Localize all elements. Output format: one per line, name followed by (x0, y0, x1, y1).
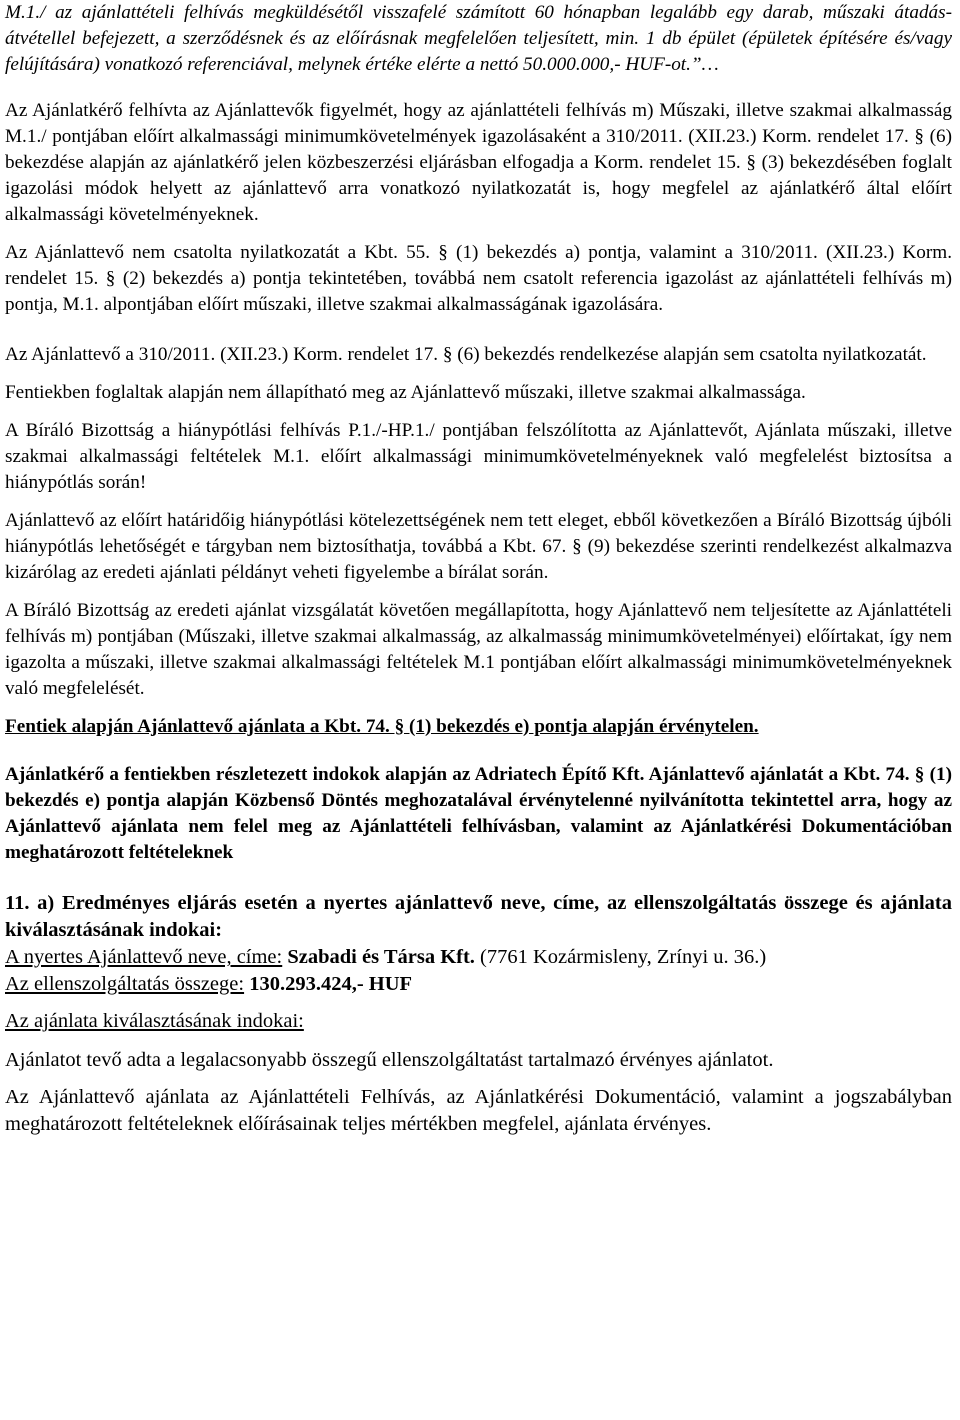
contracting-authority-decision: Ajánlatkérő a fentiekben részletezett indokok alapján az Adriatech Építő Kft. Ajánlattevő ajánlatát a Kbt. 74. § (1) bekezdés e) pontja alapján Közbenső Döntés meghozatalával érvénytelenné nyilvánította tekintettel arra, hogy az Ajánlattevő ajánlata nem felel meg az Ajánlattételi felhívásban, valamint az Ajánlatkérési Dokumentációban meghatározott feltételeknek (5, 764, 952, 863)
reason-valid-offer: Az Ajánlattevő ajánlata az Ajánlattételi Felhívás, az Ajánlatkérési Dokumentáció, valamint a jogszabályban meghatározott feltételeknek előírásainak teljes mértékben megfelel, ajánlata érvényes. (5, 1086, 952, 1135)
section-11a-heading: 11. a) Eredményes eljárás esetén a nyertes ajánlattevő neve, címe, az ellenszolgáltatás összege és ajánlata kiválasztásának indokai: (5, 892, 952, 941)
paragraph-suitability-unproven: Fentiekben foglaltak alapján nem állapítható meg az Ajánlattevő műszaki, illetve szakmai alkalmassága. (5, 382, 806, 403)
winner-line (5, 944, 952, 971)
criterion-m1-quote: M.1./ az ajánlattételi felhívás megküldésétől visszafelé számított 60 hónapban legalább egy darab, műszaki átadás-átvétellel befejezett, a szerződésnek és az előírásnak megfelelően teljesített, min. 1 db épület (épületek építésére és/vagy felújítására) vonatkozó referenciával, melynek értéke elérte a nettó 50.000.000,- HUF-ot.”… (5, 2, 952, 75)
amount-value: 130.293.424,- HUF (249, 973, 413, 995)
amount-label: Az ellenszolgáltatás összege: (5, 973, 245, 995)
paragraph-no-declaration-17: Az Ajánlattevő a 310/2011. (XII.23.) Korm. rendelet 17. § (6) bekezdés rendelkezése alapján sem csatolta nyilatkozatát. (5, 344, 927, 365)
reasons-label: Az ajánlata kiválasztásának indokai: (5, 1010, 304, 1032)
amount-line (5, 971, 952, 998)
paragraph-deficiency-request: A Bíráló Bizottság a hiánypótlási felhívás P.1./-HP.1./ pontjában felszólította az Ajánlattevőt, Ajánlata műszaki, illetve szakmai alkalmassági feltételek M.1. előírt alkalmassági minimumkövetelményeknek való megfelelést biztosítsa a hiánypótlás során! (5, 420, 952, 493)
paragraph-missing-declaration: Az Ajánlattevő nem csatolta nyilatkozatát a Kbt. 55. § (1) bekezdés a) pontja, valamint a 310/2011. (XII.23.) Korm. rendelet 15. § (2) bekezdés a) pontja tekintetében, továbbá nem csatolt referencia igazolást az ajánlattételi felhívás m) pontja, M.1. alpontjában előírt műszaki, illetve szakmai alkalmasságának igazolására. (5, 242, 952, 315)
invalidity-statement: Fentiek alapján Ajánlattevő ajánlata a Kbt. 74. § (1) bekezdés e) pontja alapján érvénytelen. (5, 716, 759, 737)
reason-lowest-price: Ajánlatot tevő adta a legalacsonyabb összegű ellenszolgáltatást tartalmazó érvényes ajánlatot. (5, 1049, 774, 1071)
winner-address: (7761 Kozármisleny, Zrínyi u. 36.) (480, 946, 767, 968)
paragraph-declaration-notice: Az Ajánlatkérő felhívta az Ajánlattevők figyelmét, hogy az ajánlattételi felhívás m) Műszaki, illetve szakmai alkalmasság M.1./ pontjában előírt alkalmassági minimumkövetelmények igazolásaként a 310/2011. (XII.23.) Korm. rendelet 17. § (6) bekezdése alapján az ajánlatkérő jelen közbeszerzési eljárásban elfogadja a Korm. rendelet 15. § (3) bekezdésében foglalt igazolási módok helyett az ajánlattevő arra vonatkozó nyilatkozatát is, hogy megfelel az ajánlatkérő által előírt alkalmassági követelményeknek. (5, 100, 952, 225)
paragraph-evaluation-result: A Bíráló Bizottság az eredeti ajánlat vizsgálatát követően megállapította, hogy Ajánlattevő nem teljesítette az Ajánlattételi felhívás m) pontjában (Műszaki, illetve szakmai alkalmasság, az alkalmasság minimumkövetelményei) előírtakat, így nem igazolta a műszaki, illetve szakmai alkalmassági feltételek M.1 pontjában előírt alkalmassági minimumkövetelményeknek való megfelelését. (5, 600, 952, 699)
paragraph-deadline-missed: Ajánlattevő az előírt határidőig hiánypótlási kötelezettségének nem tett eleget, ebből következően a Bíráló Bizottság újbóli hiánypótlás lehetőségét e tárgyban nem biztosíthatja, továbbá a Kbt. 67. § (9) bekezdése szerinti rendelkezést alkalmazva kizárólag az eredeti ajánlati példányt veheti figyelembe a bírálat során. (5, 510, 952, 583)
winner-name: Szabadi és Társa Kft. (287, 946, 475, 968)
winner-label: A nyertes Ajánlattevő neve, címe: (5, 946, 283, 968)
